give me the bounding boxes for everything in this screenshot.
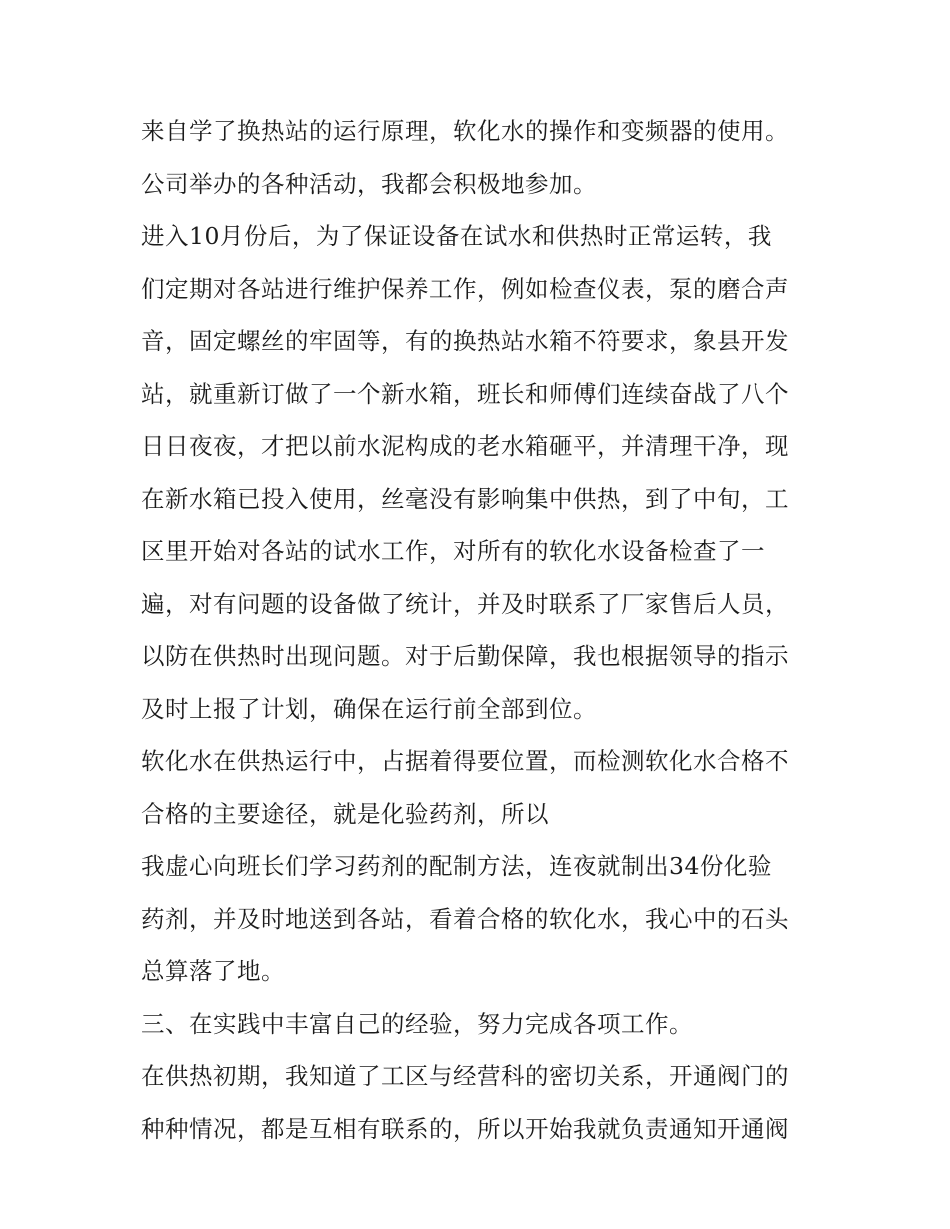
text-line: 药剂，并及时地送到各站，看着合格的软化水，我心中的石头 — [141, 904, 789, 933]
text-line: 日日夜夜，才把以前水泥构成的老水箱砸平，并清理干净，现 — [141, 432, 789, 460]
text-line: 在供热初期，我知道了工区与经营科的密切关系，开通阀门的 — [141, 1062, 789, 1090]
text-line: 软化水在供热运行中，占据着得要位置，而检测软化水合格不 — [141, 747, 789, 775]
text-line: 区里开始对各站的试水工作，对所有的软化水设备检查了一 — [141, 537, 765, 565]
text-line: 们定期对各站进行维护保养工作，例如检查仪表，泵的磨合声 — [141, 274, 789, 303]
text-line: 站，就重新订做了一个新水箱，班长和师傅们连续奋战了八个 — [141, 379, 789, 408]
text-line: 进入10月份后，为了保证设备在试水和供热时正常运转，我 — [141, 222, 772, 250]
text-line: 及时上报了计划，确保在运行前全部到位。 — [141, 694, 597, 723]
text-line: 遍，对有问题的设备做了统计，并及时联系了厂家售后人员， — [141, 589, 789, 618]
text-line: 在新水箱已投入使用，丝毫没有影响集中供热，到了中旬，工 — [141, 484, 789, 513]
body-text — [141, 105, 831, 1155]
text-line: 来自学了换热站的运行原理，软化水的操作和变频器的使用。 — [141, 117, 789, 145]
text-line: 总算落了地。 — [141, 957, 285, 985]
text-line: 以防在供热时出现问题。对于后勤保障，我也根据领导的指示 — [141, 642, 789, 670]
text-line: 我虚心向班长们学习药剂的配制方法，连夜就制出34份化验 — [141, 852, 772, 880]
section-heading: 三、在实践中丰富自己的经验，努力完成各项工作。 — [141, 1009, 693, 1038]
text-line: 种种情况，都是互相有联系的，所以开始我就负责通知开通阀 — [141, 1114, 789, 1143]
text-line: 公司举办的各种活动，我都会积极地参加。 — [141, 169, 597, 198]
text-line: 合格的主要途径，就是化验药剂，所以 — [141, 799, 549, 828]
text-line: 音，固定螺丝的牢固等，有的换热站水箱不符要求，象县开发 — [141, 327, 789, 355]
